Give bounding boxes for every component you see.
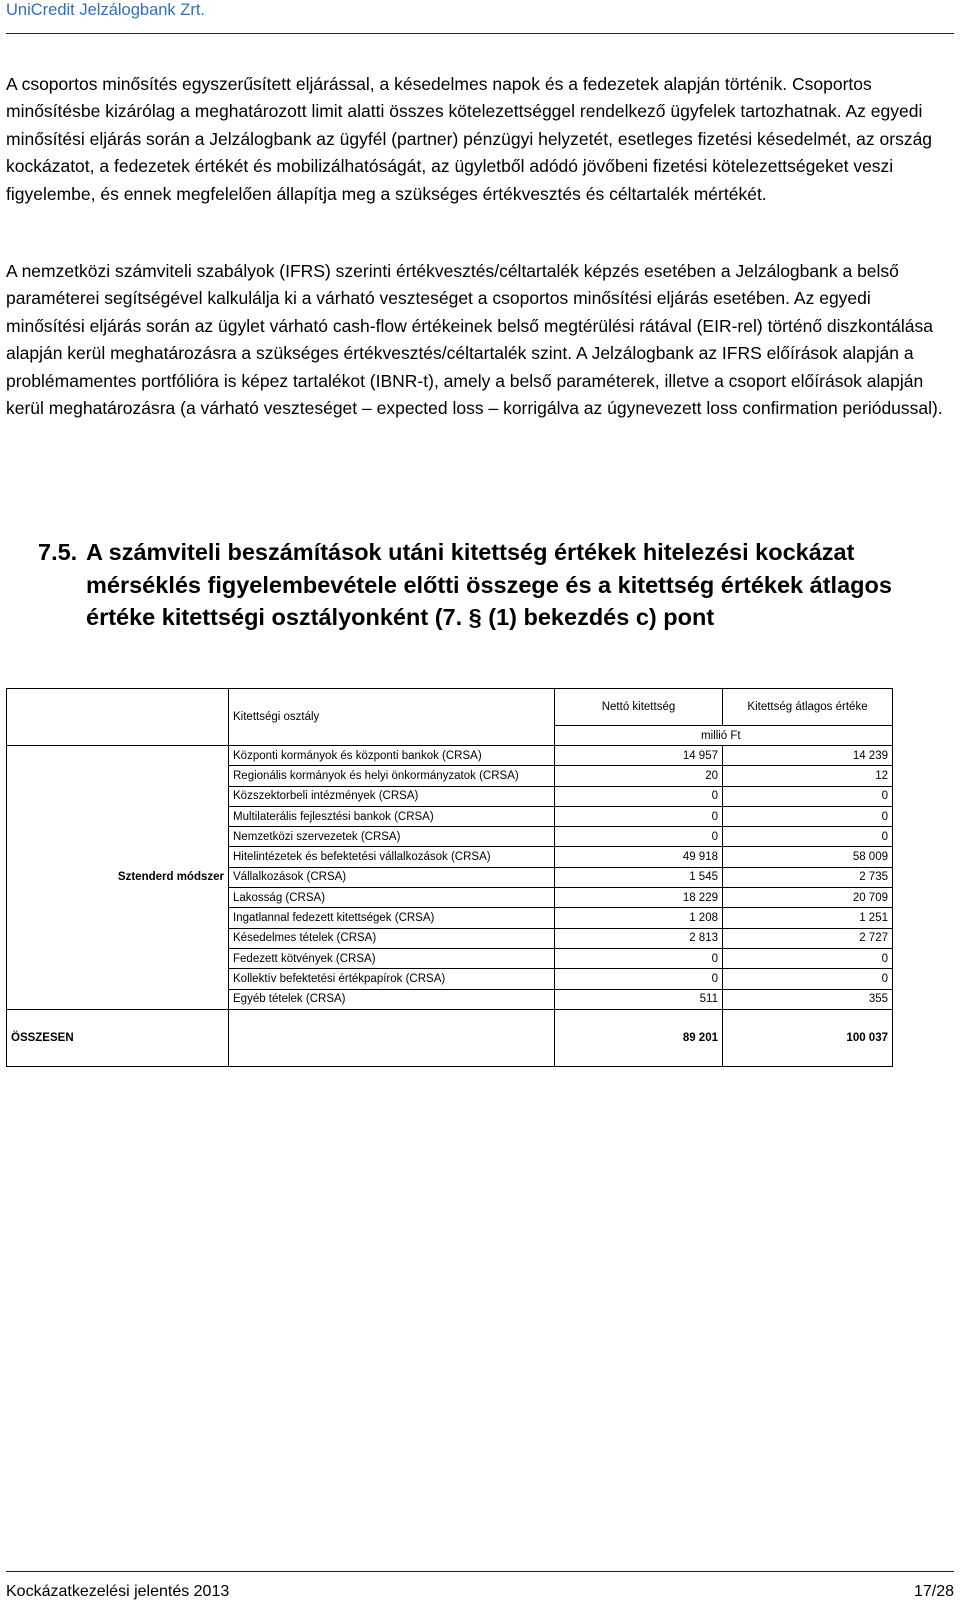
row-avg-value: 58 009 — [723, 847, 893, 867]
total-empty-cell — [229, 1009, 555, 1066]
section-number: 7.5. — [38, 539, 78, 565]
exposure-table — [6, 688, 893, 1067]
row-net-value: 14 957 — [555, 746, 723, 766]
header-unit: millió Ft — [555, 726, 893, 746]
row-net-value: 20 — [555, 766, 723, 786]
row-net-value: 0 — [555, 969, 723, 989]
row-net-value: 49 918 — [555, 847, 723, 867]
row-class-name: Multilaterális fejlesztési bankok (CRSA) — [229, 806, 555, 826]
row-avg-value: 14 239 — [723, 746, 893, 766]
row-class-name: Egyéb tételek (CRSA) — [229, 989, 555, 1009]
page-footer — [6, 1571, 954, 1612]
row-net-value: 0 — [555, 806, 723, 826]
row-class-name: Nemzetközi szervezetek (CRSA) — [229, 827, 555, 847]
header-avg-label: Kitettség átlagos értéke — [723, 689, 893, 726]
row-avg-value: 0 — [723, 786, 893, 806]
total-row — [7, 1009, 893, 1066]
paragraph-ifrs-impairment: A nemzetközi számviteli szabályok (IFRS) szerinti értékvesztés/céltartalék képzés esetében a Jelzálogbank a belső paraméterei segítségével kalkulálja ki a várható veszteséget a csoportos minősítési eljárás esetében. Az egyedi minősítési eljárás során az ügylet várható cash-flow értékeinek belső megtérülési rátával (EIR-rel) történő diszkontálása alapján kerül meghatározásra a szükséges értékvesztés/céltartalék szint. A Jelzálogbank az IFRS előírások alapján a problémamentes portfólióra is képez tartalékot (IBNR-t), amely a belső paraméterek, illetve a csoport előírások alapján kerül meghatározásra (a várható veszteséget – expected loss – korrigálva az úgynevezett loss confirmation periódussal). — [6, 261, 943, 419]
row-class-name: Hitelintézetek és befektetési vállalkozások (CRSA) — [229, 847, 555, 867]
row-class-name: Vállalkozások (CRSA) — [229, 867, 555, 887]
row-avg-value: 2 727 — [723, 928, 893, 948]
row-avg-value: 2 735 — [723, 867, 893, 887]
report-title: Kockázatkezelési jelentés 2013 — [6, 1583, 230, 1600]
row-net-value: 1 545 — [555, 867, 723, 887]
row-avg-value: 1 251 — [723, 908, 893, 928]
total-label: ÖSSZESEN — [7, 1009, 229, 1066]
row-class-name: Kollektív befektetési értékpapírok (CRSA) — [229, 969, 555, 989]
row-avg-value: 12 — [723, 766, 893, 786]
row-avg-value: 20 709 — [723, 888, 893, 908]
row-class-name: Lakosság (CRSA) — [229, 888, 555, 908]
page-number: 17/28 — [913, 1583, 954, 1600]
header-net-label: Nettó kitettség — [555, 689, 723, 726]
row-class-name: Közszektorbeli intézmények (CRSA) — [229, 786, 555, 806]
header-class-label: Kitettségi osztály — [229, 689, 555, 746]
total-net-value: 89 201 — [555, 1009, 723, 1066]
row-avg-value: 0 — [723, 806, 893, 826]
row-net-value: 1 208 — [555, 908, 723, 928]
row-class-name: Regionális kormányok és helyi önkormányzatok (CRSA) — [229, 766, 555, 786]
row-avg-value: 0 — [723, 969, 893, 989]
row-net-value: 2 813 — [555, 928, 723, 948]
row-net-value: 511 — [555, 989, 723, 1009]
header-empty-cell — [7, 689, 229, 746]
row-avg-value: 355 — [723, 989, 893, 1009]
row-net-value: 18 229 — [555, 888, 723, 908]
row-class-name: Központi kormányok és központi bankok (CRSA) — [229, 746, 555, 766]
paragraph-rating-methods: A csoportos minősítés egyszerűsített eljárással, a késedelmes napok és a fedezetek alapján történik. Csoportos minősítésbe kizárólag a meghatározott limit alatti összes kötelezettséggel rendelkező ügyfelek tartozhatnak. Az egyedi minősítési eljárás során a Jelzálogbank az ügyfél (partner) pénzügyi helyzetét, esetleges fizetési késedelmét, az ország kockázatot, a fedezetek értékét és mobilizálhatóságát, az ügyletből adódó jövőbeni fizetési kötelezettségeket veszi figyelembe, és ennek megfelelően állapítja meg a szükséges értékvesztés és céltartalék mértékét. — [6, 74, 933, 204]
row-avg-value: 0 — [723, 827, 893, 847]
row-net-value: 0 — [555, 827, 723, 847]
section-title: A számviteli beszámítások utáni kitettség értékek hitelezési kockázat mérséklés figyelembevétele előtti összege és a kitettség értékek átlagos értéke kitettségi osztályonként (7. § (1) bekezdés c) pont — [86, 539, 892, 630]
row-avg-value: 0 — [723, 948, 893, 968]
row-net-value: 0 — [555, 786, 723, 806]
row-net-value: 0 — [555, 948, 723, 968]
method-label: Sztenderd módszer — [7, 746, 229, 1010]
row-class-name: Fedezett kötvények (CRSA) — [229, 948, 555, 968]
company-name: UniCredit Jelzálogbank Zrt. — [6, 1, 205, 19]
total-avg-value: 100 037 — [723, 1009, 893, 1066]
page-header — [6, 0, 954, 34]
table-row — [7, 746, 893, 766]
row-class-name: Késedelmes tételek (CRSA) — [229, 928, 555, 948]
row-class-name: Ingatlannal fedezett kitettségek (CRSA) — [229, 908, 555, 928]
table-header-row — [7, 689, 893, 726]
